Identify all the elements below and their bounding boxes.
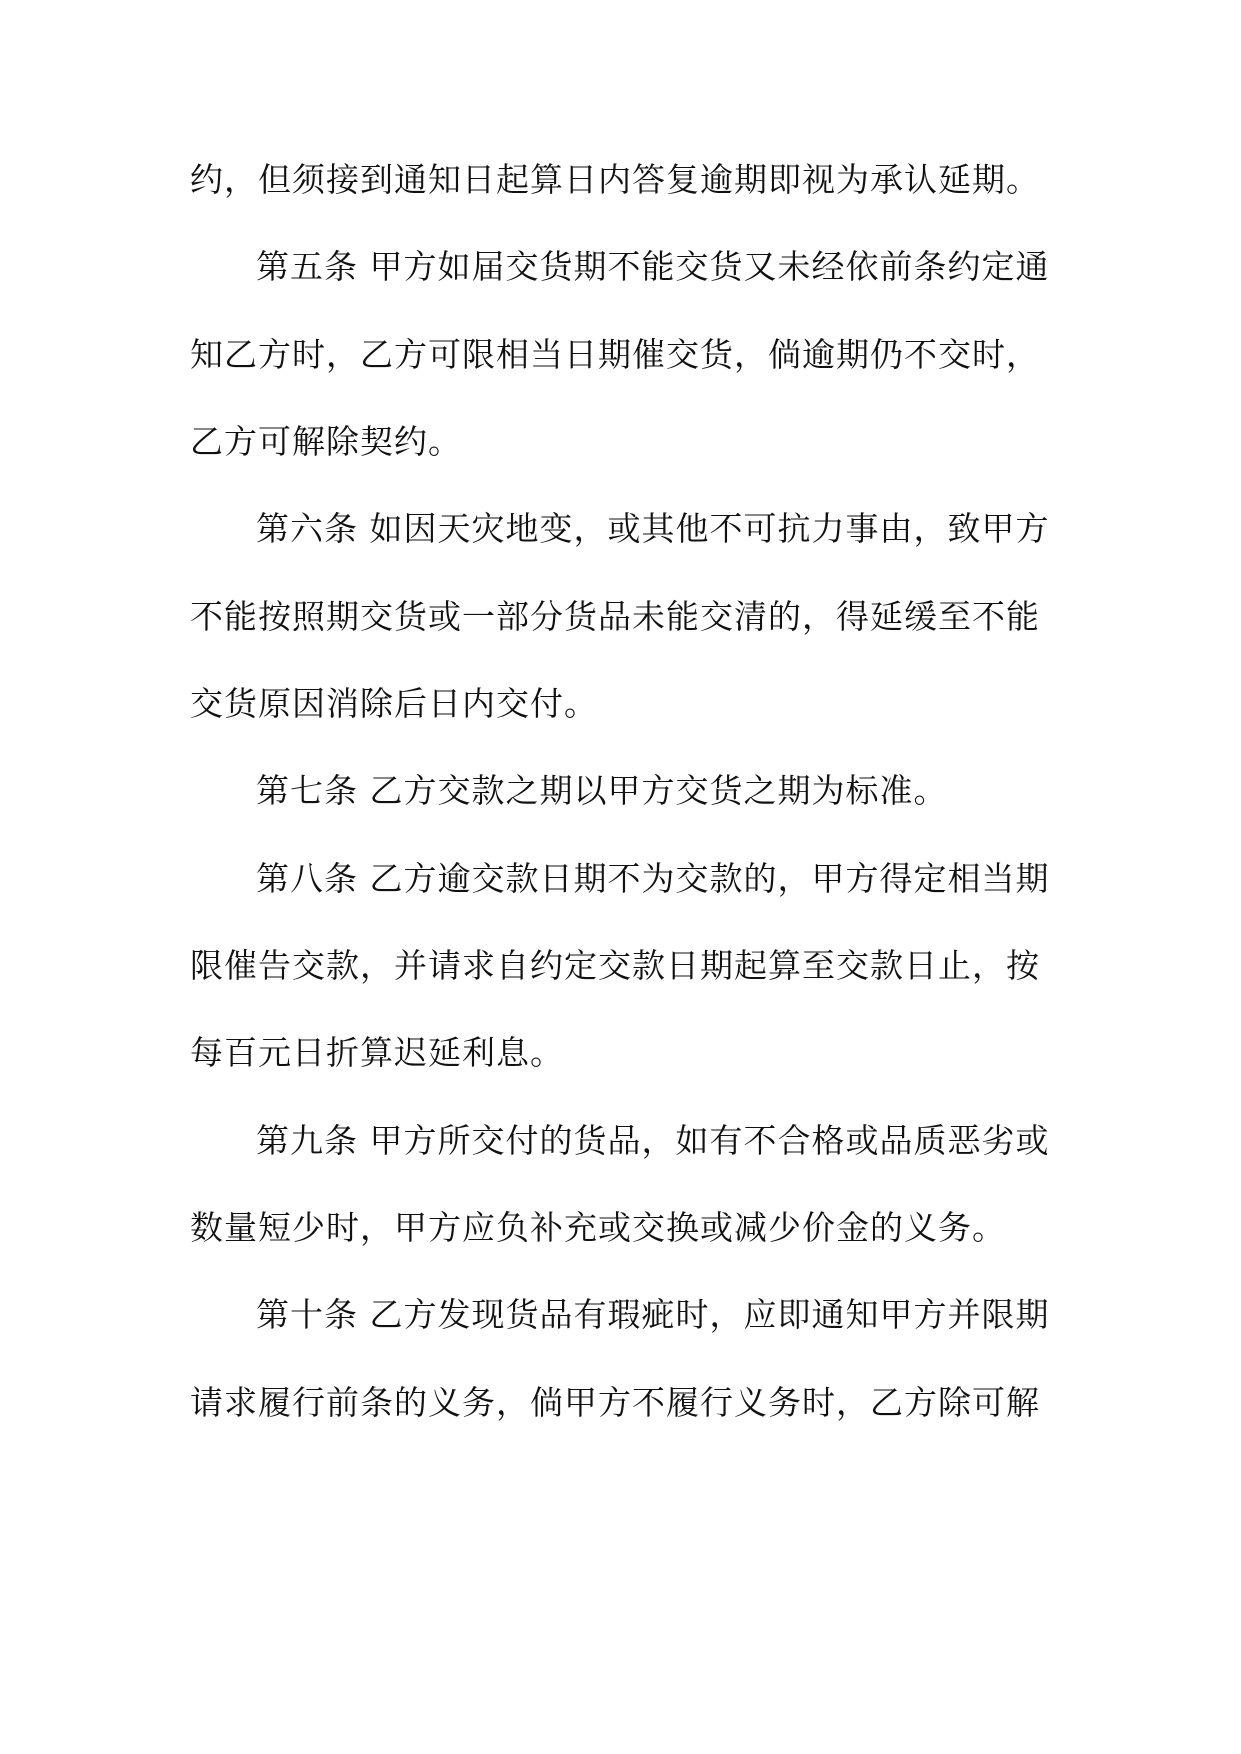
text-line: 限催告交款，并请求自约定交款日期起算至交款日止，按 bbox=[190, 946, 1040, 985]
article-10-heading-line: 第十条 乙方发现货品有瑕疵时，应即通知甲方并限期 bbox=[256, 1295, 1050, 1334]
article-7-heading-line: 第七条 乙方交款之期以甲方交货之期为标准。 bbox=[256, 771, 948, 810]
text-line: 数量短少时，甲方应负补充或交换或减少价金的义务。 bbox=[190, 1208, 1006, 1247]
text-line: 知乙方时，乙方可限相当日期催交货，倘逾期仍不交时， bbox=[190, 335, 1040, 374]
article-8-heading-line: 第八条 乙方逾交款日期不为交款的，甲方得定相当期 bbox=[256, 859, 1050, 898]
text-line: 不能按照期交货或一部分货品未能交清的，得延缓至不能 bbox=[190, 597, 1040, 636]
text-line: 交货原因消除后日内交付。 bbox=[190, 684, 598, 723]
article-6-heading-line: 第六条 如因天灾地变，或其他不可抗力事由，致甲方 bbox=[256, 509, 1050, 548]
text-line: 每百元日折算迟延利息。 bbox=[190, 1033, 564, 1072]
text-line: 乙方可解除契约。 bbox=[190, 422, 462, 461]
text-line: 请求履行前条的义务，倘甲方不履行义务时，乙方除可解 bbox=[190, 1383, 1040, 1422]
text-line: 约，但须接到通知日起算日内答复逾期即视为承认延期。 bbox=[190, 160, 1040, 199]
article-5-heading-line: 第五条 甲方如届交货期不能交货又未经依前条约定通 bbox=[256, 247, 1050, 286]
article-9-heading-line: 第九条 甲方所交付的货品，如有不合格或品质恶劣或 bbox=[256, 1121, 1050, 1160]
